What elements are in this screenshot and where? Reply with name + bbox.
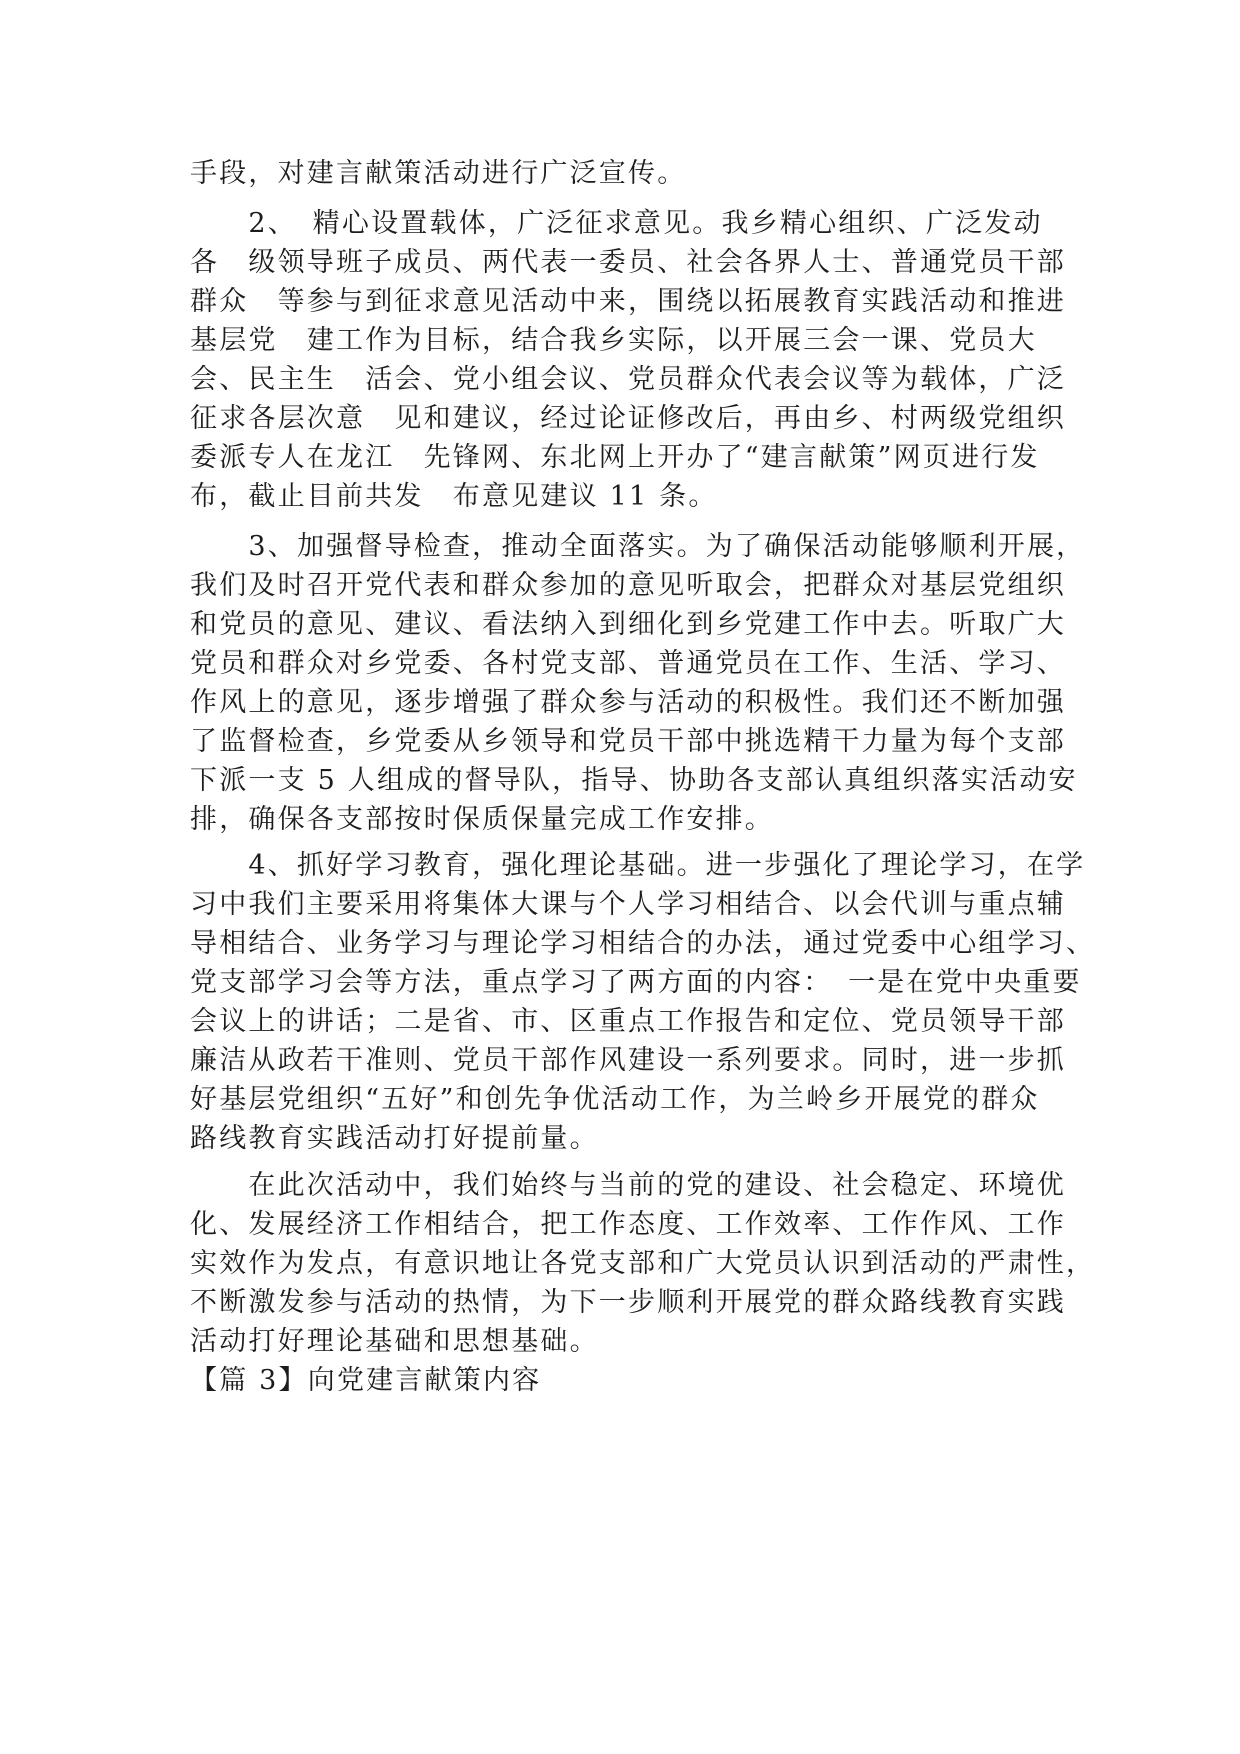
text-line: 和党员的意见、建议、看法纳入到细化到乡党建工作中去。听取广大 [190,609,1066,640]
text-line: 群众 等参与到征求意见活动中来，围绕以拓展教育实践活动和推进 [190,286,1066,317]
text-line: 好基层党组织“五好”和创先争优活动工作，为兰岭乡开展党的群众 [190,1084,1040,1115]
text-line: 实效作为发点，有意识地让各党支部和广大党员认识到活动的严肃性， [190,1248,1096,1279]
text-line: 我们及时召开党代表和群众参加的意见听取会，把群众对基层党组织 [190,570,1066,601]
text-line: 布，截止目前共发 布意见建议 11 条。 [190,481,718,512]
text-line: 委派专人在龙江 先锋网、东北网上开办了“建言献策”网页进行发 [190,442,1040,473]
text-line: 活动打好理论基础和思想基础。 [190,1326,599,1357]
text-line: 不断激发参与活动的热情，为下一步顺利开展党的群众路线教育实践 [190,1287,1066,1318]
text-line: 化、发展经济工作相结合，把工作态度、工作效率、工作作风、工作 [190,1209,1066,1240]
text-line: 会议上的讲话；二是省、市、区重点工作报告和定位、党员领导干部 [190,1006,1066,1037]
text-line: 导相结合、业务学习与理论学习相结合的办法，通过党委中心组学习、 [190,928,1096,959]
text-line: 在此次活动中，我们始终与当前的党的建设、社会稳定、环境优 [190,1170,1066,1201]
text-line: 作风上的意见，逐步增强了群众参与活动的积极性。我们还不断加强 [190,687,1066,718]
text-line: 手段，对建言献策活动进行广泛宣传。 [190,158,687,189]
text-line: 路线教育实践活动打好提前量。 [190,1123,599,1154]
text-line: 廉洁从政若干准则、党员干部作风建设一系列要求。同时，进一步抓 [190,1045,1066,1076]
text-line: 征求各层次意 见和建议，经过论证修改后，再由乡、村两级党组织 [190,403,1066,434]
text-line: 基层党 建工作为目标，结合我乡实际，以开展三会一课、党员大 [190,325,1037,356]
text-line: 2、 精心设置载体，广泛征求意见。我乡精心组织、广泛发动 [190,208,1043,239]
text-line: 各 级领导班子成员、两代表一委员、社会各界人士、普通党员干部 [190,247,1066,278]
text-line: 了监督检查，乡党委从乡领导和党员干部中挑选精干力量为每个支部 [190,726,1066,757]
text-line: 党支部学习会等方法，重点学习了两方面的内容： 一是在党中央重要 [190,967,1082,998]
text-line: 会、民主生 活会、党小组会议、党员群众代表会议等为载体，广泛 [190,364,1066,395]
section-heading: 【篇 3】向党建言献策内容 [190,1365,542,1396]
text-line: 3、加强督导检查，推动全面落实。为了确保活动能够顺利开展， [190,531,1086,562]
text-line: 下派一支 5 人组成的督导队，指导、协助各支部认真组织落实活动安 [190,765,1078,796]
text-line: 4、抓好学习教育，强化理论基础。进一步强化了理论学习，在学 [190,850,1086,881]
text-line: 排，确保各支部按时保质保量完成工作安排。 [190,804,774,835]
text-line: 党员和群众对乡党委、各村党支部、普通党员在工作、生活、学习、 [190,648,1066,679]
text-line: 习中我们主要采用将集体大课与个人学习相结合、以会代训与重点辅 [190,889,1066,920]
